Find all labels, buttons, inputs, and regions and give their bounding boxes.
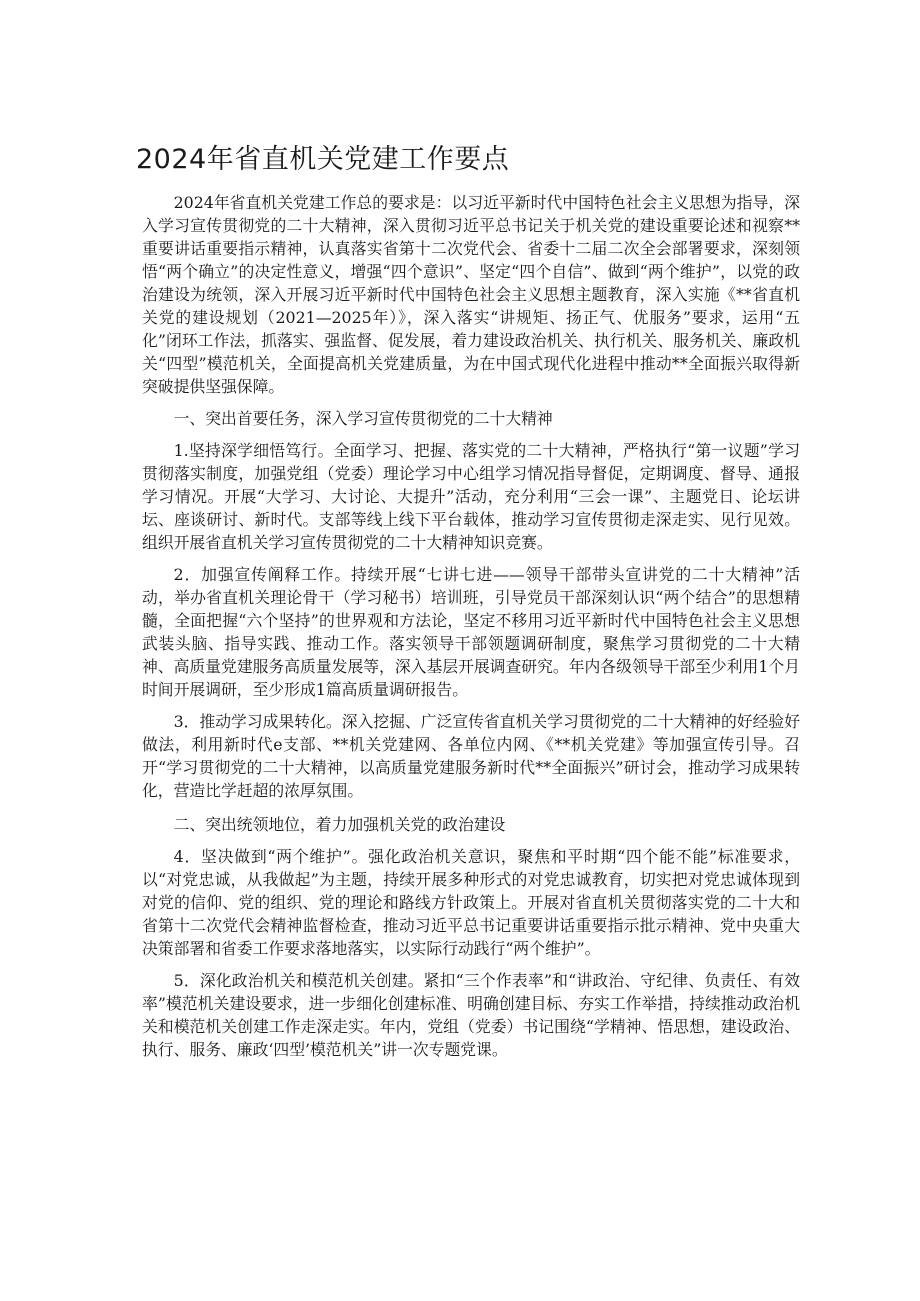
item-paragraph-5: 5．深化政治机关和模范机关创建。紧扣“三个作表率”和“讲政治、守纪律、负责任、有效率”模范机关建设要求，进一步细化创建标准、明确创建目标、夯实工作举措，持续推动政治机关和模范机关创建工作走深走实。年内，党组（党委）书记围绕“学精神、悟思想，建设政治、执行、服务、廉政‘四型’模范机关”讲一次专题党课。 — [142, 971, 800, 1059]
item-paragraph-1: 1.坚持深学细悟笃行。全面学习、把握、落实党的二十大精神，严格执行“第一议题”学习贯彻落实制度，加强党组（党委）理论学习中心组学习情况指导督促，定期调度、督导、通报学习情况。开展“大学习、大讨论、大提升”活动，充分利用“三会一课”、主题党日、论坛讲坛、座谈研讨、新时代。支部等线上线下平台载体，推动学习宣传贯彻走深走实、见行见效。组织开展省直机关学习宣传贯彻党的二十大精神知识竞赛。 — [142, 441, 800, 552]
document-page — [136, 140, 800, 1061]
item-paragraph-4: 4．坚决做到“两个维护”。强化政治机关意识，聚焦和平时期“四个能不能”标准要求，以“对党忠诚，从我做起”为主题，持续开展多种形式的对党忠诚教育，切实把对党忠诚体现到对党的信仰、党的组织、党的理论和路线方针政策上。开展对省直机关贯彻落实党的二十大和省第十二次党代会精神监督检查，推动习近平总书记重要讲话重要指示批示精神、党中央重大决策部署和省委工作要求落地落实，以实际行动践行“两个维护”。 — [142, 847, 800, 958]
item-paragraph-2: 2．加强宣传阐释工作。持续开展“七讲七进——领导干部带头宣讲党的二十大精神”活动，举办省直机关理论骨干（学习秘书）培训班，引导党员干部深刻认识“两个结合”的思想精髓，全面把握“六个坚持”的世界观和方法论，坚定不移用习近平新时代中国特色社会主义思想武装头脑、指导实践、推动工作。落实领导干部领题调研制度，聚焦学习贯彻党的二十大精神、高质量党建服务高质量发展等，深入基层开展调查研究。年内各级领导干部至少利用1个月时间开展调研，至少形成1篇高质量调研报告。 — [142, 565, 800, 699]
section-heading-2: 二、突出统领地位，着力加强机关党的政治建设 — [173, 815, 506, 834]
intro-paragraph: 2024年省直机关党建工作总的要求是：以习近平新时代中国特色社会主义思想为指导，深入学习宣传贯彻党的二十大精神，深入贯彻习近平总书记关于机关党的建设重要论述和视察**重要讲话重要指示精神，认真落实省第十二次党代会、省委十二届二次全会部署要求，深刻领悟“两个确立”的决定性意义，增强“四个意识”、坚定“四个自信”、做到“两个维护”，以党的政治建设为统领，深入开展习近平新时代中国特色社会主义思想主题教育，深入实施《**省直机关党的建设规划（2021—2025年）》，深入落实“讲规矩、扬正气、优服务”要求，运用“五化”闭环工作法，抓落实、强监督、促发展，着力建设政治机关、执行机关、服务机关、廉政机关“四型”模范机关，全面提高机关党建质量，为在中国式现代化进程中推动**全面振兴取得新突破提供坚强保障。 — [142, 193, 800, 396]
item-paragraph-3: 3．推动学习成果转化。深入挖掘、广泛宣传省直机关学习贯彻党的二十大精神的好经验好做法，利用新时代e支部、**机关党建网、各单位内网、《**机关党建》等加强宣传引导。召开“学习贯彻党的二十大精神，以高质量党建服务新时代**全面振兴”研讨会，推动学习成果转化，营造比学赶超的浓厚氛围。 — [142, 712, 800, 800]
document-title: 2024年省直机关党建工作要点 — [136, 144, 510, 175]
section-heading-1: 一、突出首要任务，深入学习宣传贯彻党的二十大精神 — [173, 409, 553, 428]
